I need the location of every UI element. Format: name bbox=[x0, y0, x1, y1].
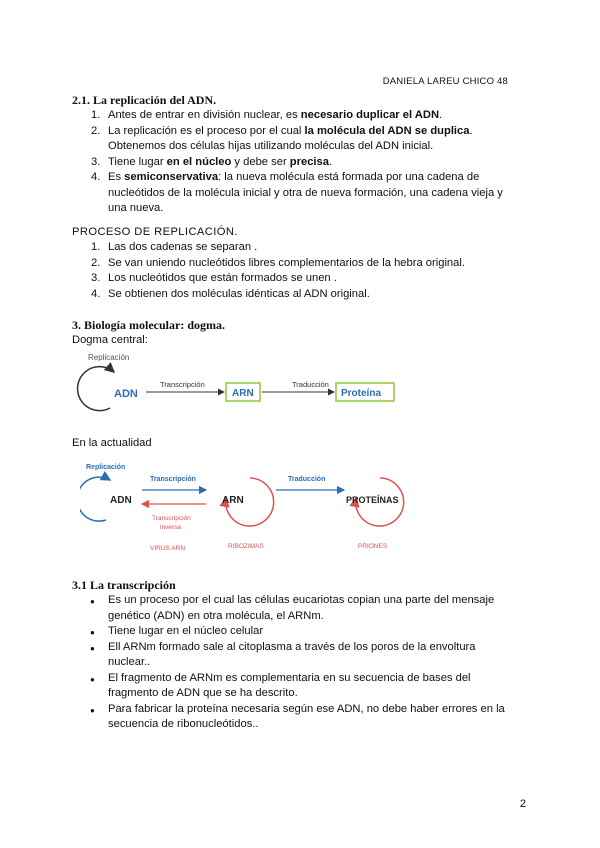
virus-arn-label: VIRUS ARN bbox=[150, 545, 186, 552]
item-number: 2. bbox=[91, 124, 101, 137]
page-number: 2 bbox=[519, 798, 526, 810]
arn-label: ARN bbox=[222, 495, 244, 506]
replication-loop bbox=[80, 477, 110, 521]
list-item bbox=[91, 256, 508, 272]
replication-list bbox=[91, 108, 508, 217]
item-text: . Obtenemos dos células hijas utilizando moléculas del ADN inicial. bbox=[108, 124, 473, 152]
item-text: Es bbox=[108, 171, 125, 183]
modern-dogma-diagram bbox=[80, 458, 430, 558]
list-item bbox=[91, 155, 508, 171]
list-item bbox=[91, 108, 508, 124]
replication-label: Replicación bbox=[86, 464, 126, 471]
section-3-title: 3. Biología molecular: dogma. bbox=[72, 318, 225, 332]
process-title: PROCESO DE REPLICACIÓN. bbox=[72, 226, 238, 238]
item-text: Antes de entrar en división nuclear, es bbox=[108, 109, 301, 121]
list-item bbox=[91, 124, 508, 155]
list-item bbox=[90, 593, 520, 624]
item-number: 3. bbox=[91, 155, 101, 168]
item-number: 1. bbox=[91, 109, 101, 121]
bullet-icon: ● bbox=[90, 705, 95, 715]
item-text: Tiene lugar en el núcleo celular bbox=[108, 625, 264, 637]
dogma-subtitle: Dogma central: bbox=[72, 334, 148, 346]
proteins-label: PROTEÍNAS bbox=[346, 495, 399, 505]
transcription-label: Transcripción bbox=[150, 476, 196, 483]
translation-label: Traducción bbox=[292, 380, 329, 389]
list-item bbox=[90, 671, 520, 702]
bullet-icon: ● bbox=[90, 597, 95, 606]
protein-label: Proteína bbox=[341, 388, 382, 399]
process-list bbox=[91, 240, 508, 302]
transcription-label: Transcripción bbox=[160, 380, 205, 389]
list-item bbox=[91, 287, 508, 303]
item-text: Ell ARNm formado sale al citoplasma a través de los poros de la envoltura nuclear.. bbox=[108, 640, 476, 668]
item-text: La replicación es el proceso por el cual bbox=[108, 124, 305, 137]
item-text: y debe ser bbox=[231, 155, 290, 168]
list-item bbox=[91, 271, 508, 287]
bullet-icon: ● bbox=[90, 674, 95, 684]
section-3-1-title: 3.1 La transcripción bbox=[72, 578, 176, 592]
reverse-transcription-label: Transcripción bbox=[152, 515, 191, 522]
item-text: Los nucleótidos que están formados se unen . bbox=[108, 272, 337, 284]
item-text: El fragmento de ARNm es complementaria en su secuencia de bases del fragmento de ADN que se ha descrito. bbox=[108, 671, 471, 699]
author-header: DANIELA LAREU CHICO 48 bbox=[382, 76, 508, 87]
item-text: Para fabricar la proteína necesaria según ese ADN, no debe haber errores en la secuencia de ribonucleótidos.. bbox=[108, 702, 505, 730]
item-bold: semiconservativa bbox=[124, 171, 219, 183]
item-bold: la molécula del ADN se duplica bbox=[304, 124, 470, 137]
bullet-icon: ● bbox=[90, 643, 95, 653]
item-text: Se van uniendo nucleótidos libres complementarios de la hebra original. bbox=[108, 256, 465, 269]
transcription-list bbox=[90, 593, 520, 733]
item-bold: en el núcleo bbox=[166, 155, 232, 168]
item-number: 1. bbox=[91, 241, 101, 253]
list-item bbox=[90, 640, 520, 671]
arn-label: ARN bbox=[232, 388, 254, 399]
replication-label: Replicación bbox=[88, 353, 130, 362]
list-item bbox=[90, 702, 520, 733]
item-bold: necesario duplicar el ADN bbox=[300, 109, 440, 121]
replication-loop bbox=[78, 367, 114, 411]
item-text: Se obtienen dos moléculas idénticas al ADN original. bbox=[108, 287, 370, 300]
item-number: 4. bbox=[91, 287, 101, 300]
list-item bbox=[91, 240, 508, 256]
list-item bbox=[91, 170, 508, 217]
central-dogma-diagram bbox=[74, 350, 404, 418]
item-number: 4. bbox=[91, 171, 101, 183]
ribozymes-label: RIBOZIMAS bbox=[228, 543, 264, 550]
item-bold: precisa bbox=[289, 155, 329, 168]
item-number: 3. bbox=[91, 272, 101, 284]
translation-label: Traducción bbox=[288, 476, 326, 483]
list-item bbox=[90, 624, 520, 640]
adn-label: ADN bbox=[114, 388, 138, 400]
prions-label: PRIONES bbox=[358, 543, 388, 550]
item-number: 2. bbox=[91, 256, 101, 269]
item-text: : la nueva molécula está formada por una cadena de nucleótidos de la molécula inicial y otra de nueva formación, una cadena vieja y una nueva. bbox=[108, 171, 503, 214]
item-text: . bbox=[439, 109, 443, 121]
item-text: . bbox=[328, 155, 333, 168]
item-text: Tiene lugar bbox=[108, 155, 167, 168]
bullet-icon: ● bbox=[90, 628, 95, 637]
item-text: Las dos cadenas se separan . bbox=[108, 241, 258, 253]
section-2-1-title: 2.1. La replicación del ADN. bbox=[72, 93, 217, 107]
item-text: Es un proceso por el cual las células eucariotas copian una parte del mensaje genético (ADN) en otra molécula, el ARNm. bbox=[108, 594, 495, 622]
reverse-transcription-label-2: inversa bbox=[160, 524, 181, 531]
actuality-label: En la actualidad bbox=[72, 437, 152, 449]
adn-label: ADN bbox=[110, 495, 132, 506]
